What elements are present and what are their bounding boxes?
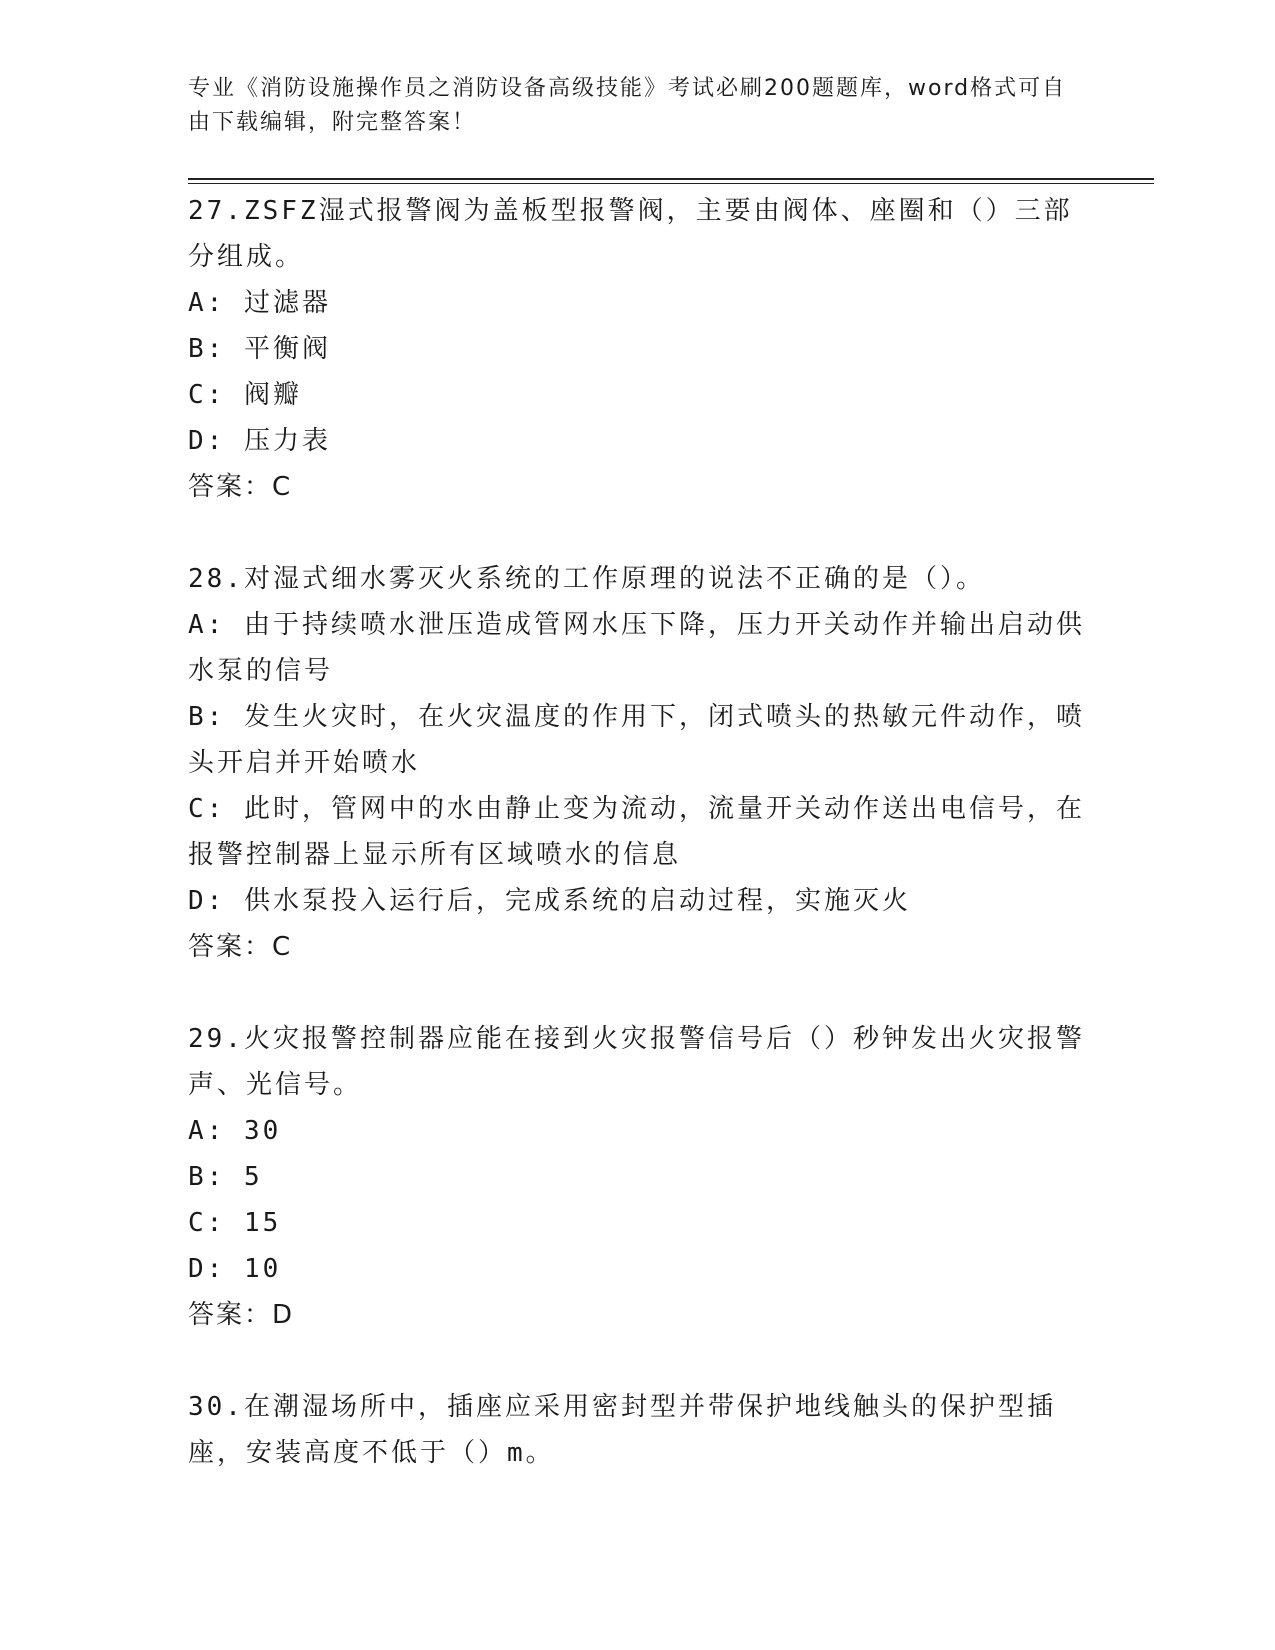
option-a: A: 过滤器 bbox=[188, 288, 331, 318]
answer: 答案：D bbox=[188, 1300, 295, 1330]
option-b: B: 发生火灾时，在火灾温度的作用下，闭式喷头的热敏元件动作，喷头开启并开始喷水 bbox=[188, 702, 1085, 778]
option-a: A: 由于持续喷水泄压造成管网水压下降，压力开关动作并输出启动供水泵的信号 bbox=[188, 610, 1085, 686]
option-b: B: 5 bbox=[188, 1162, 263, 1192]
option-a: A: 30 bbox=[188, 1116, 282, 1146]
question-29 bbox=[188, 1016, 1088, 1338]
header-divider-thin bbox=[188, 183, 1154, 184]
header-divider-thick bbox=[188, 178, 1154, 180]
option-c: C: 阀瓣 bbox=[188, 380, 302, 410]
question-stem: 29.火灾报警控制器应能在接到火灾报警信号后（）秒钟发出火灾报警声、光信号。 bbox=[188, 1024, 1085, 1100]
document-header: 专业《消防设施操作员之消防设备高级技能》考试必刷200题题库，word格式可自由下载编辑，附完整答案！ bbox=[188, 76, 1067, 135]
question-stem: 30.在潮湿场所中，插座应采用密封型并带保护地线触头的保护型插座，安装高度不低于（）m。 bbox=[188, 1392, 1056, 1468]
option-c: C: 此时，管网中的水由静止变为流动，流量开关动作送出电信号，在报警控制器上显示所有区域喷水的信息 bbox=[188, 794, 1085, 870]
question-30 bbox=[188, 1384, 1088, 1476]
option-b: B: 平衡阀 bbox=[188, 334, 331, 364]
option-d: D: 压力表 bbox=[188, 426, 331, 456]
question-list bbox=[188, 188, 1088, 1476]
question-28 bbox=[188, 556, 1088, 970]
question-stem: 27.ZSFZ湿式报警阀为盖板型报警阀，主要由阀体、座圈和（）三部分组成。 bbox=[188, 196, 1073, 272]
question-stem: 28.对湿式细水雾灭火系统的工作原理的说法不正确的是（）。 bbox=[188, 564, 985, 594]
answer: 答案：C bbox=[188, 932, 293, 962]
option-d: D: 10 bbox=[188, 1254, 282, 1284]
question-27 bbox=[188, 188, 1088, 510]
option-c: C: 15 bbox=[188, 1208, 282, 1238]
option-d: D: 供水泵投入运行后，完成系统的启动过程，实施灭火 bbox=[188, 886, 911, 916]
answer: 答案：C bbox=[188, 472, 293, 502]
